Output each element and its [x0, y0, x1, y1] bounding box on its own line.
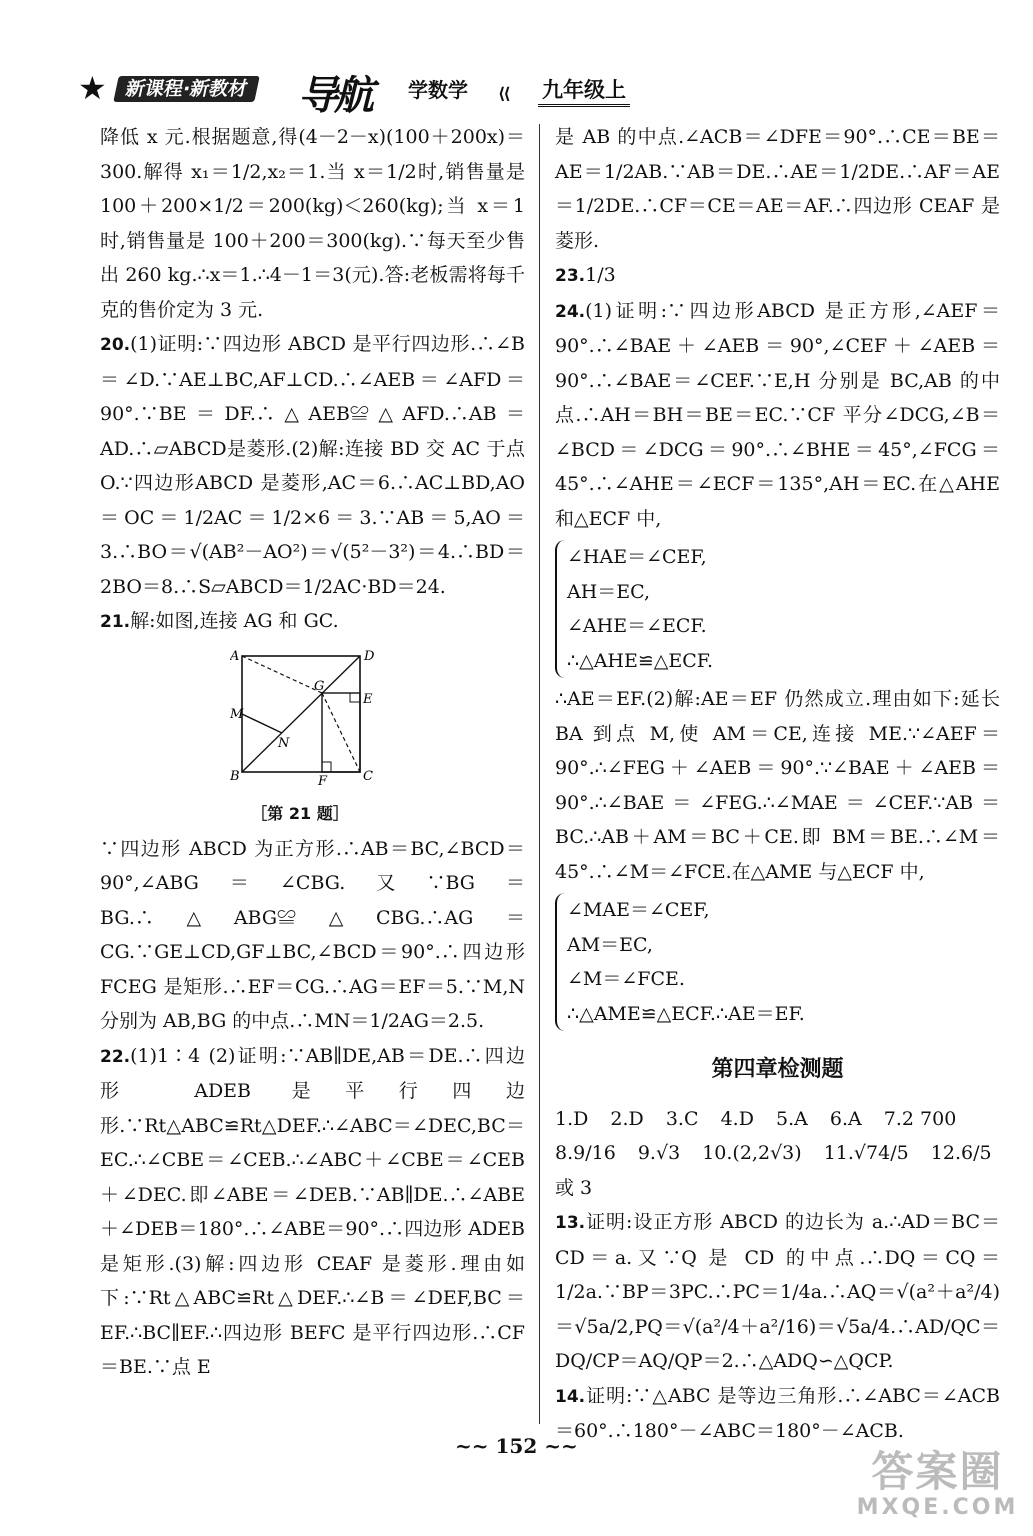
answer-13	[555, 1205, 1000, 1379]
answer-text: (1)1∶4 (2)证明:∵AB∥DE,AB＝DE.∴四边形 ADEB 是平行四边形.∵Rt△ABC≌Rt△DEF.∴∠ABC＝∠DEC,BC＝EC.∴∠CBE＝∠CEB.∴∠ABC＋∠CBE＝∠CEB＋∠DEC.即∠ABE＝∠DEB.∵AB∥DE.∴∠ABE＋∠DEB＝180°.∴∠ABE＝90°.∴四边形 ADEB 是矩形.(3)解:四边形 CEAF 是菱形.理由如下:∵Rt△ABC≌Rt△DEF.∴∠B＝∠DEF,BC＝EF.∴BC∥EF.∴四边形 BEFC 是平行四边形.∴CF＝BE.∵点 E	[100, 1044, 525, 1378]
label-A: A	[230, 648, 240, 664]
answer-text: 证明:设正方形 ABCD 的边长为 a.∴AD＝BC＝CD＝a.又∵Q 是 CD 的中点.∴DQ＝CQ＝1/2a.∵BP＝3PC.∴PC＝1/4a.∴AQ＝√(a²＋a²/4)＝√5a/2,PQ＝√(a²/4＋a²/16)＝√5a/4.∴AD/QC＝DQ/CP＝AQ/QP＝2.∴△ADQ∽△QCP.	[555, 1211, 1000, 1372]
series-banner: 新课程·新教材	[113, 76, 260, 102]
label-D: D	[364, 648, 375, 664]
label-F: F	[318, 773, 328, 786]
choice-answer: 3.C	[665, 1107, 699, 1130]
answer-21	[100, 604, 525, 640]
answer-text: 解:如图,连接 AG 和 GC.	[130, 610, 339, 632]
page-number: ~~ 152 ~~	[455, 1434, 578, 1458]
answer-19-tail: 降低 x 元.根据题意,得(4－2－x)(100＋200x)＝300.解得 x₁＝1/2,x₂＝1.当 x＝1/2时,销售量是 100＋200×1/2＝200(kg)＜260(kg);当 x＝1 时,销售量是 100＋200＝300(kg).∵每天至少售出 260 kg.∴x＝1.∴4－1＝3(元).答:老板需将每千克的售价定为 3 元.	[100, 126, 525, 321]
question-number: 14.	[555, 1386, 586, 1407]
answer-23	[555, 258, 1000, 294]
label-E: E	[363, 691, 373, 707]
answers-row-2	[555, 1136, 1000, 1205]
chapter-title: 第四章检测题	[711, 1057, 844, 1082]
choice-answer: 4.D	[720, 1107, 754, 1130]
label-M: M	[230, 706, 244, 722]
answer-21-body: ∵四边形 ABCD 为正方形.∴AB＝BC,∠BCD＝90°,∠ABG＝∠CBG.又∵BG＝BG.∴△ABG≌△CBG.∴AG＝CG.∵GE⊥CD,GF⊥BC,∠BCD＝90°.∴四边形 FCEG 是矩形.∴EF＝CG.∴AG＝EF＝5.∵M,N 分别为 AB,BG 的中点.∴MN＝1/2AG＝2.5.	[100, 837, 525, 1032]
brace-line: ∠MAE＝∠CEF,	[567, 899, 710, 921]
brace-line: ∠M＝∠FCE.	[567, 968, 685, 990]
fill-answer: 8.9/16	[555, 1142, 616, 1164]
question-number: 22.	[100, 1046, 131, 1067]
label-C: C	[363, 768, 373, 784]
answer-24-part2: ∴AE＝EF.(2)解:AE＝EF 仍然成立.理由如下:延长 BA 到点 M,使 AM＝CE,连接 ME.∵∠AEF＝90°.∴∠FEG＋∠AEB＝90°.∵∠BAE＋∠AEB＝90°.∴∠BAE＝∠FEG.∴∠MAE＝∠CEF.∵AB＝BC.∴AB＋AM＝BC＋CE.即 BM＝BE.∴∠M＝45°.∴∠M＝∠FCE.在△AME 与△ECF 中,	[555, 688, 1000, 883]
left-column	[100, 120, 525, 1385]
answer-24	[555, 294, 1000, 537]
right-column	[555, 120, 1000, 1449]
choice-answer: 1.D	[555, 1107, 589, 1130]
subject-label: 学数学	[408, 78, 468, 102]
choice-answer: 2.D	[610, 1107, 644, 1130]
fill-answer: 7.2 700	[883, 1107, 957, 1130]
answers-row-1	[555, 1102, 1000, 1137]
answer-text: (1)证明:∵四边形 ABCD 是平行四边形.∴∠B＝∠D.∵AE⊥BC,AF⊥CD.∴∠AEB＝∠AFD＝90°.∵BE＝DF.∴△AEB≌△AFD.∴AB＝AD.∴▱ABCD是菱形.(2)解:连接 BD 交 AC 于点 O.∵四边形ABCD 是菱形,AC＝6.∴AC⊥BD,AO＝OC＝1/2AC＝1/2×6＝3.∵AB＝5,AO＝3.∴BO＝√(AB²－AO²)＝√(5²－3²)＝4.∴BD＝2BO＝8.∴S▱ABCD＝1/2AC·BD＝24.	[100, 333, 525, 598]
label-G: G	[314, 678, 325, 694]
answer-20	[100, 327, 525, 604]
watermark-logo: 答案圈	[871, 1447, 1004, 1496]
figure-21	[230, 648, 380, 832]
label-N: N	[278, 735, 290, 751]
question-number: 23.	[555, 266, 586, 286]
choice-answer: 5.A	[775, 1107, 808, 1130]
brace-conclusion: ∴△AME≌△ECF.∴AE＝EF.	[567, 1002, 805, 1025]
condition-brace-2	[555, 893, 1000, 1031]
column-divider	[539, 124, 540, 1424]
star-icon: ★	[78, 69, 107, 107]
answer-text: 证明:∵△ABC 是等边三角形.∴∠ABC＝∠ACB＝60°.∴180°－∠ABC＝180°－∠ACB.	[555, 1384, 1000, 1442]
label-B: B	[230, 768, 240, 784]
brace-line: ∠HAE＝∠CEF,	[567, 546, 707, 568]
choice-answer: 6.A	[829, 1107, 862, 1130]
fill-answer: 10.(2,2√3)	[702, 1142, 802, 1164]
fill-answer: 9.√3	[637, 1142, 681, 1164]
answer-22	[100, 1039, 525, 1385]
brace-line: ∠AHE＝∠ECF.	[567, 615, 707, 637]
question-number: 20.	[100, 335, 131, 355]
square-diagram	[230, 648, 380, 786]
answer-22-tail: 是 AB 的中点.∠ACB＝∠DFE＝90°.∴CE＝BE＝AE＝1/2AB.∵AB＝DE.∴AE＝1/2DE.∴AF＝AE＝1/2DE.∴CF＝CE＝AE＝AF.∴四边形 CEAF 是菱形.	[555, 126, 1000, 252]
answer-text: (1)证明:∵四边形ABCD 是正方形,∠AEF＝90°.∴∠BAE＋∠AEB＝90°,∠CEF＋∠AEB＝90°.∴∠BAE＝∠CEF.∵E,H 分别是 BC,AB 的中点.∴AH＝BH＝BE＝EC.∵CF 平分∠DCG,∠B＝∠BCD＝∠DCG＝90°.∴∠BHE＝45°,∠FCG＝45°.∴∠AHE＝∠ECF＝135°,AH＝EC.在△AHE和△ECF 中,	[555, 299, 1000, 530]
fill-answer: 11.√74/5	[823, 1142, 909, 1164]
decor-ticks: ⟨⟨	[498, 84, 509, 103]
condition-brace	[555, 540, 1000, 678]
grade-label: 九年级上	[538, 74, 630, 107]
page-header	[78, 68, 658, 119]
brace-line: AM＝EC,	[567, 933, 653, 956]
answer-14	[555, 1379, 1000, 1449]
logo-text: 导航	[298, 73, 370, 119]
watermark	[855, 1448, 1020, 1528]
fill-answer: 12.6/5或 3	[555, 1142, 992, 1199]
brace-line: AH＝EC,	[567, 580, 651, 603]
answer-text: 1/3	[585, 264, 616, 286]
question-number: 21.	[100, 612, 131, 632]
question-number: 13.	[555, 1213, 586, 1233]
page-number-value: 152	[495, 1434, 538, 1458]
brace-conclusion: ∴△AHE≌△ECF.	[567, 649, 714, 672]
watermark-url: MXQE.COM	[856, 1495, 1019, 1520]
figure-caption: ［第 21 题］	[251, 804, 349, 823]
question-number: 24.	[555, 301, 586, 322]
